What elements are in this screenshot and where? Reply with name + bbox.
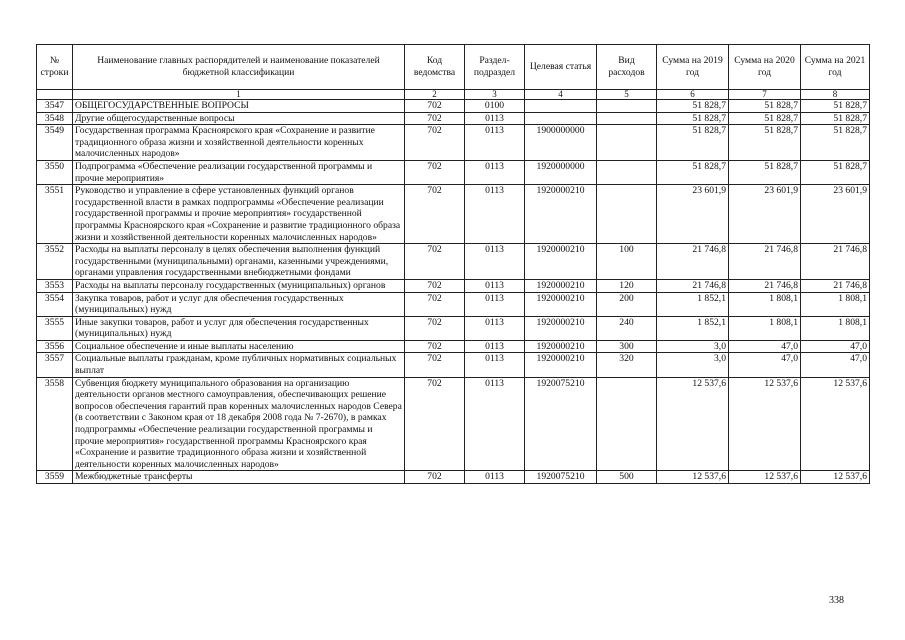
row-name: Подпрограмма «Обеспечение реализации государственной программы и прочие мероприятия» xyxy=(73,160,405,184)
row-expense-kind: 300 xyxy=(597,340,657,353)
row-number: 3554 xyxy=(37,292,73,316)
row-section: 0113 xyxy=(465,112,525,125)
row-dept-code: 702 xyxy=(405,185,465,244)
row-section: 0113 xyxy=(465,292,525,316)
row-sum-2021: 1 808,1 xyxy=(801,316,870,340)
row-sum-2020: 47,0 xyxy=(729,353,801,377)
header-sum-2020: Сумма на 2020 год xyxy=(729,45,801,90)
header-expense-kind: Вид расходов xyxy=(597,45,657,90)
row-target-article: 1920000210 xyxy=(525,292,597,316)
table-row xyxy=(37,292,870,316)
row-number: 3548 xyxy=(37,112,73,125)
row-sum-2020: 51 828,7 xyxy=(729,125,801,161)
row-dept-code: 702 xyxy=(405,353,465,377)
row-sum-2019: 12 537,6 xyxy=(657,377,729,471)
row-sum-2020: 1 808,1 xyxy=(729,316,801,340)
row-sum-2019: 23 601,9 xyxy=(657,185,729,244)
row-sum-2021: 51 828,7 xyxy=(801,160,870,184)
column-number: 7 xyxy=(729,90,801,100)
row-name: Социальные выплаты гражданам, кроме публичных нормативных социальных выплат xyxy=(73,353,405,377)
row-sum-2019: 51 828,7 xyxy=(657,100,729,113)
row-expense-kind xyxy=(597,100,657,113)
row-sum-2020: 1 808,1 xyxy=(729,292,801,316)
row-target-article xyxy=(525,100,597,113)
row-number: 3555 xyxy=(37,316,73,340)
header-name: Наименование главных распорядителей и наименование показателей бюджетной классификации xyxy=(73,45,405,90)
row-section: 0113 xyxy=(465,316,525,340)
row-dept-code: 702 xyxy=(405,471,465,484)
row-sum-2019: 51 828,7 xyxy=(657,125,729,161)
column-number: 8 xyxy=(801,90,870,100)
row-target-article: 1920000210 xyxy=(525,340,597,353)
row-target-article: 1920000210 xyxy=(525,353,597,377)
row-dept-code: 702 xyxy=(405,244,465,280)
row-expense-kind xyxy=(597,377,657,471)
row-number: 3549 xyxy=(37,125,73,161)
row-sum-2021: 47,0 xyxy=(801,340,870,353)
row-sum-2021: 47,0 xyxy=(801,353,870,377)
row-expense-kind: 120 xyxy=(597,279,657,292)
row-target-article: 1920075210 xyxy=(525,471,597,484)
column-number: 1 xyxy=(73,90,405,100)
row-sum-2020: 21 746,8 xyxy=(729,244,801,280)
row-dept-code: 702 xyxy=(405,125,465,161)
row-sum-2019: 1 852,1 xyxy=(657,292,729,316)
row-sum-2021: 1 808,1 xyxy=(801,292,870,316)
row-target-article: 1920075210 xyxy=(525,377,597,471)
row-sum-2020: 51 828,7 xyxy=(729,160,801,184)
table-row xyxy=(37,279,870,292)
row-sum-2020: 12 537,6 xyxy=(729,377,801,471)
column-number: 3 xyxy=(465,90,525,100)
row-section: 0113 xyxy=(465,244,525,280)
row-number: 3556 xyxy=(37,340,73,353)
row-dept-code: 702 xyxy=(405,377,465,471)
table-row xyxy=(37,125,870,161)
column-number: 5 xyxy=(597,90,657,100)
row-sum-2020: 21 746,8 xyxy=(729,279,801,292)
row-sum-2021: 21 746,8 xyxy=(801,279,870,292)
row-name: Руководство и управление в сфере установленных функций органов государственной власти в рамках подпрограммы «Обеспечение реализации государственной программы и прочие мероприятия» государственной программы Красноярского края «Сохранение и развитие традиционного образа жизни и хозяйственной деятельности коренных малочисленных народов» xyxy=(73,185,405,244)
row-name: Закупка товаров, работ и услуг для обеспечения государственных (муниципальных) нужд xyxy=(73,292,405,316)
row-sum-2020: 23 601,9 xyxy=(729,185,801,244)
row-name: Межбюджетные трансферты xyxy=(73,471,405,484)
row-dept-code: 702 xyxy=(405,112,465,125)
row-dept-code: 702 xyxy=(405,160,465,184)
row-section: 0113 xyxy=(465,185,525,244)
row-section: 0113 xyxy=(465,160,525,184)
table-row xyxy=(37,316,870,340)
row-sum-2020: 51 828,7 xyxy=(729,112,801,125)
row-dept-code: 702 xyxy=(405,279,465,292)
row-sum-2019: 51 828,7 xyxy=(657,160,729,184)
row-section: 0113 xyxy=(465,377,525,471)
row-expense-kind: 200 xyxy=(597,292,657,316)
row-number: 3551 xyxy=(37,185,73,244)
row-expense-kind: 320 xyxy=(597,353,657,377)
header-row xyxy=(37,45,870,90)
row-number: 3558 xyxy=(37,377,73,471)
row-target-article: 1920000000 xyxy=(525,160,597,184)
row-name: Расходы на выплаты персоналу в целях обеспечения выполнения функций государственными (муниципальными) органами, казенными учреждениями, органами управления государственными внебюджетными фондами xyxy=(73,244,405,280)
row-section: 0113 xyxy=(465,279,525,292)
table-row xyxy=(37,471,870,484)
row-name: Иные закупки товаров, работ и услуг для обеспечения государственных (муниципальных) нужд xyxy=(73,316,405,340)
header-dept-code: Код ведомства xyxy=(405,45,465,90)
budget-table xyxy=(36,44,870,484)
row-section: 0113 xyxy=(465,340,525,353)
row-sum-2019: 1 852,1 xyxy=(657,316,729,340)
header-sum-2019: Сумма на 2019 год xyxy=(657,45,729,90)
row-number: 3550 xyxy=(37,160,73,184)
row-target-article: 1900000000 xyxy=(525,125,597,161)
row-name: Расходы на выплаты персоналу государственных (муниципальных) органов xyxy=(73,279,405,292)
row-dept-code: 702 xyxy=(405,292,465,316)
row-section: 0113 xyxy=(465,353,525,377)
row-number: 3557 xyxy=(37,353,73,377)
table-row xyxy=(37,340,870,353)
header-sum-2021: Сумма на 2021 год xyxy=(801,45,870,90)
row-sum-2019: 21 746,8 xyxy=(657,279,729,292)
page-number: 338 xyxy=(829,595,844,606)
row-name: Субвенция бюджету муниципального образования на организацию деятельности органов местного самоуправления, обеспечивающих решение вопросов обеспечения гарантий прав коренных малочисленных народов Севера (в соответствии с Законом края от 18 декабря 2008 года № 7-2670), в рамках подпрограммы «Обеспечение реализации государственной программы и прочие мероприятия» государственной программы Красноярского края «Сохранение и развитие традиционного образа жизни и хозяйственной деятельности коренных малочисленных народов» xyxy=(73,377,405,471)
row-sum-2021: 12 537,6 xyxy=(801,377,870,471)
row-sum-2020: 51 828,7 xyxy=(729,100,801,113)
header-target-article: Целевая статья xyxy=(525,45,597,90)
row-expense-kind xyxy=(597,125,657,161)
row-sum-2019: 12 537,6 xyxy=(657,471,729,484)
header-section: Раздел-подраздел xyxy=(465,45,525,90)
header-row-number: № строки xyxy=(37,45,73,90)
table-row xyxy=(37,100,870,113)
row-target-article: 1920000210 xyxy=(525,185,597,244)
row-name: Другие общегосударственные вопросы xyxy=(73,112,405,125)
row-section: 0113 xyxy=(465,125,525,161)
row-sum-2019: 3,0 xyxy=(657,353,729,377)
row-dept-code: 702 xyxy=(405,316,465,340)
row-sum-2021: 12 537,6 xyxy=(801,471,870,484)
row-section: 0113 xyxy=(465,471,525,484)
column-number-row xyxy=(37,90,870,100)
row-number: 3559 xyxy=(37,471,73,484)
row-name: Государственная программа Красноярского края «Сохранение и развитие традиционного образа жизни и хозяйственной деятельности коренных малочисленных народов» xyxy=(73,125,405,161)
row-dept-code: 702 xyxy=(405,100,465,113)
row-expense-kind: 100 xyxy=(597,244,657,280)
row-sum-2021: 51 828,7 xyxy=(801,100,870,113)
row-expense-kind xyxy=(597,160,657,184)
row-expense-kind: 240 xyxy=(597,316,657,340)
row-name: ОБЩЕГОСУДАРСТВЕННЫЕ ВОПРОСЫ xyxy=(73,100,405,113)
row-number: 3553 xyxy=(37,279,73,292)
row-sum-2020: 47,0 xyxy=(729,340,801,353)
row-sum-2021: 51 828,7 xyxy=(801,125,870,161)
row-name: Социальное обеспечение и иные выплаты населению xyxy=(73,340,405,353)
row-target-article xyxy=(525,112,597,125)
row-expense-kind xyxy=(597,112,657,125)
table-row xyxy=(37,185,870,244)
row-number: 3547 xyxy=(37,100,73,113)
row-sum-2019: 3,0 xyxy=(657,340,729,353)
row-sum-2019: 21 746,8 xyxy=(657,244,729,280)
row-dept-code: 702 xyxy=(405,340,465,353)
row-sum-2021: 23 601,9 xyxy=(801,185,870,244)
column-number: 2 xyxy=(405,90,465,100)
row-number: 3552 xyxy=(37,244,73,280)
row-sum-2021: 51 828,7 xyxy=(801,112,870,125)
row-target-article: 1920000210 xyxy=(525,279,597,292)
row-sum-2021: 21 746,8 xyxy=(801,244,870,280)
table-row xyxy=(37,160,870,184)
row-target-article: 1920000210 xyxy=(525,316,597,340)
table-row xyxy=(37,112,870,125)
row-expense-kind: 500 xyxy=(597,471,657,484)
column-number: 4 xyxy=(525,90,597,100)
table-row xyxy=(37,377,870,471)
row-expense-kind xyxy=(597,185,657,244)
row-sum-2020: 12 537,6 xyxy=(729,471,801,484)
table-row xyxy=(37,353,870,377)
row-target-article: 1920000210 xyxy=(525,244,597,280)
row-sum-2019: 51 828,7 xyxy=(657,112,729,125)
row-section: 0100 xyxy=(465,100,525,113)
column-number: 6 xyxy=(657,90,729,100)
table-row xyxy=(37,244,870,280)
